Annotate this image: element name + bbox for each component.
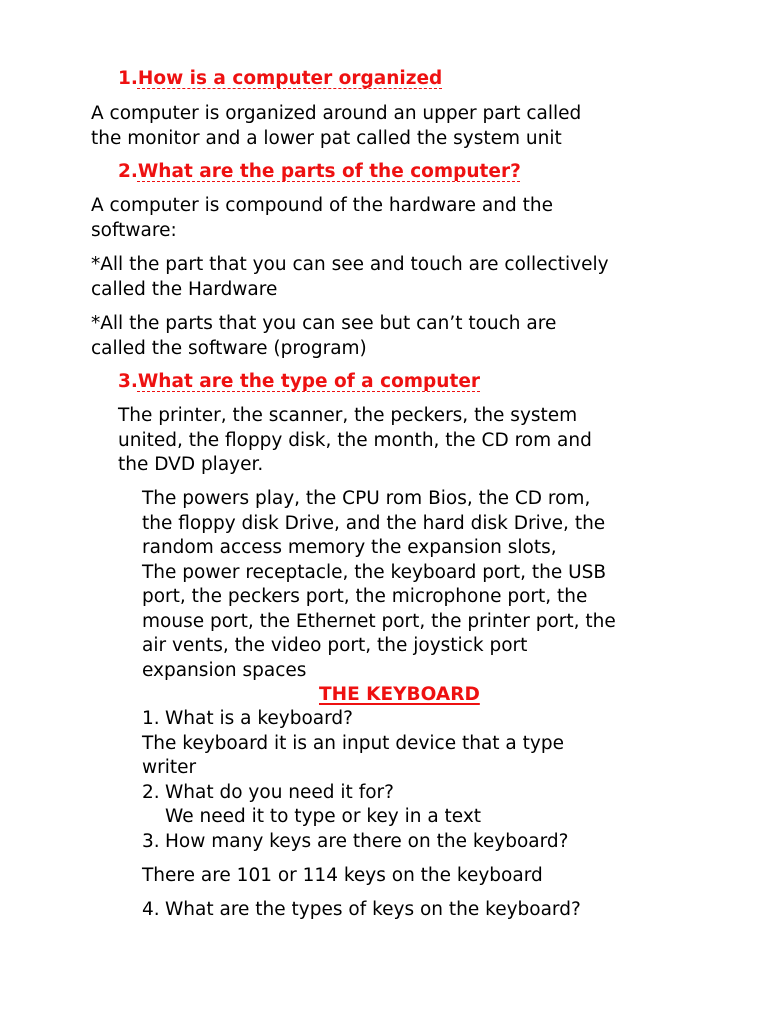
- text-line: writer: [142, 757, 197, 778]
- heading-2: [118, 160, 521, 185]
- hardware-paragraph: [91, 253, 609, 302]
- question-number: 1.: [142, 708, 160, 729]
- text-line: mouse port, the Ethernet port, the printer port, the: [142, 610, 616, 632]
- heading-3-number: 3.: [118, 371, 138, 392]
- text-line: The keyboard it is an input device that a type: [142, 732, 564, 754]
- software-paragraph: [91, 312, 556, 361]
- answer-3: There are 101 or 114 keys on the keyboard: [142, 865, 543, 886]
- text-line: united, the floppy disk, the month, the CD rom and: [118, 429, 592, 451]
- text-line: the monitor and a lower pat called the system unit: [91, 127, 562, 149]
- external-parts-paragraph: [118, 404, 592, 478]
- question-text: How many keys are there on the keyboard?: [165, 830, 569, 852]
- text-line: the DVD player.: [118, 454, 264, 475]
- text-line: expansion spaces: [142, 659, 307, 681]
- question-3: [142, 830, 568, 855]
- keyboard-title: THE KEYBOARD: [319, 684, 480, 705]
- heading-3-text: What are the type of a computer: [137, 371, 480, 392]
- section-2-paragraph: [91, 194, 553, 243]
- internal-parts-paragraph: [142, 487, 616, 683]
- question-number: 4.: [142, 899, 160, 920]
- text-line: The powers play, the CPU rom Bios, the CD rom,: [142, 488, 591, 509]
- keyboard-qa: [142, 707, 568, 854]
- text-line: called the Hardware: [91, 278, 278, 300]
- text-line: air vents, the video port, the joystick port: [142, 635, 528, 656]
- question-text: What is a keyboard?: [165, 708, 353, 729]
- heading-1-number: 1.: [118, 68, 138, 89]
- question-text: What are the types of keys on the keyboard?: [165, 899, 581, 920]
- text-line: *All the part that you can see and touch are collectively: [91, 254, 609, 275]
- text-line: The power receptacle, the keyboard port, the USB: [142, 561, 607, 583]
- heading-2-number: 2.: [118, 161, 138, 182]
- text-line: the floppy disk Drive, and the hard disk Drive, the: [142, 512, 606, 534]
- question-1: [142, 707, 568, 732]
- heading-3: [118, 370, 480, 395]
- question-text: What do you need it for?: [165, 781, 394, 803]
- question-2: [142, 781, 568, 806]
- text-line: random access memory the expansion slots,: [142, 537, 557, 558]
- text-line: The printer, the scanner, the peckers, the system: [118, 405, 578, 426]
- question-number: 3.: [142, 830, 160, 852]
- text-line: software:: [91, 219, 177, 241]
- text-line: called the software (program): [91, 337, 367, 359]
- heading-2-text: What are the parts of the computer?: [137, 161, 521, 182]
- text-line: A computer is compound of the hardware and the: [91, 195, 553, 216]
- text-line: *All the parts that you can see but can’t touch are: [91, 313, 557, 334]
- text-line: A computer is organized around an upper part called: [91, 103, 582, 124]
- question-number: 2.: [142, 781, 160, 803]
- text-line: port, the peckers port, the microphone port, the: [142, 586, 588, 607]
- question-4: [142, 898, 581, 923]
- heading-1-text: How is a computer organized: [137, 68, 443, 89]
- answer-2: We need it to type or key in a text: [165, 806, 482, 827]
- section-1-paragraph: [91, 102, 581, 151]
- heading-1: [118, 67, 442, 92]
